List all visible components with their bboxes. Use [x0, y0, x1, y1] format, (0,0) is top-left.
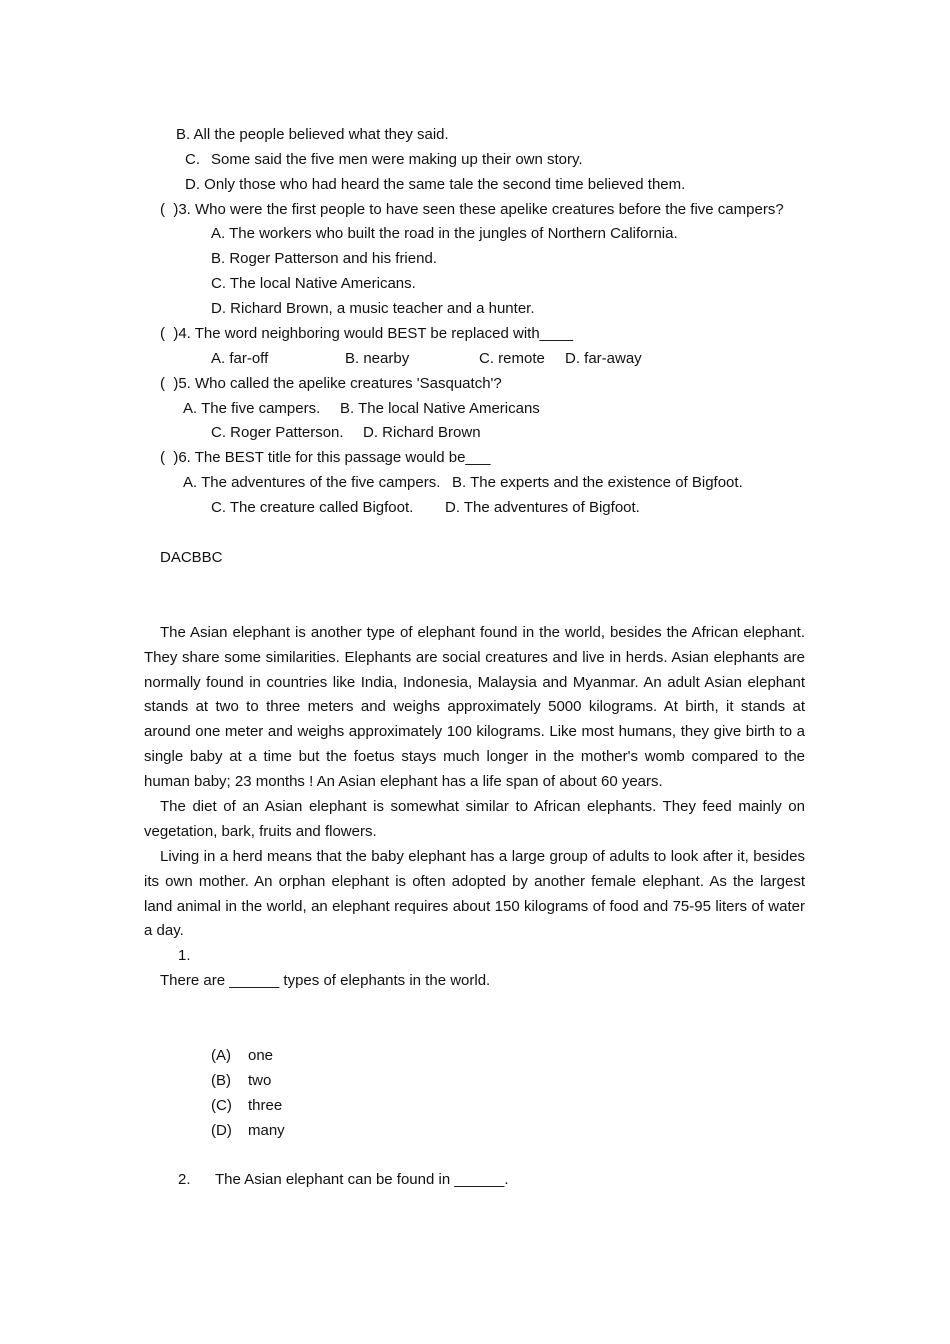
question-5-option-d: D. Richard Brown [363, 424, 481, 441]
elephant-question-2-number: 2. [178, 1171, 191, 1188]
elephant-question-1-stem: There are ______ types of elephants in the world. [160, 972, 491, 989]
passage-paragraph-3 [144, 845, 805, 944]
elephant-question-2-stem: The Asian elephant can be found in ______. [215, 1171, 509, 1188]
question-5-stem: ( )5. Who called the apelike creatures 'Sasquatch'? [160, 375, 502, 392]
question-3-option-b: B. Roger Patterson and his friend. [211, 250, 437, 267]
passage-paragraph-1-text: The Asian elephant is another type of elephant found in the world, besides the African elephant. They share some similarities. Elephants are social creatures and live in herds. Asian elephants are normally found in countries like India, Indonesia, Malaysia and Myanmar. An adult Asian elephant stands at two to three meters and weighs approximately 5000 kilograms. At birth, it stands at around one meter and weighs approximately 100 kilograms. Like most humans, they give birth to a single baby at a time but the foetus stays much longer in the mother's womb compared to the human baby; 23 months ! An Asian elephant has a life span of about 60 years. [144, 624, 805, 790]
question-6-option-d: D. The adventures of Bigfoot. [445, 499, 640, 516]
answer-key: DACBBC [160, 549, 223, 566]
elephant-question-1-option-c-text: three [248, 1097, 283, 1114]
question-3-option-a: A. The workers who built the road in the jungles of Northern California. [211, 225, 678, 242]
question-3-option-d: D. Richard Brown, a music teacher and a hunter. [211, 300, 535, 317]
passage-paragraph-2 [144, 795, 805, 845]
elephant-question-1-option-a-letter: (A) [211, 1047, 231, 1064]
question-4-option-d: D. far-away [565, 350, 642, 367]
elephant-question-1-option-d-letter: (D) [211, 1122, 232, 1139]
passage-paragraph-1 [144, 621, 805, 795]
question-6-option-c: C. The creature called Bigfoot. [211, 499, 414, 516]
elephant-question-1-option-b-letter: (B) [211, 1072, 231, 1089]
question-4-stem: ( )4. The word neighboring would BEST be replaced with____ [160, 325, 574, 342]
prev-question-option-d: D. Only those who had heard the same tale the second time believed them. [185, 176, 686, 193]
question-6-option-b: B. The experts and the existence of Bigfoot. [452, 474, 743, 491]
question-3-option-c: C. The local Native Americans. [211, 275, 416, 292]
question-6-stem: ( )6. The BEST title for this passage would be___ [160, 449, 491, 466]
elephant-question-1-option-c-letter: (C) [211, 1097, 232, 1114]
prev-question-option-c: Some said the five men were making up their own story. [211, 151, 583, 168]
elephant-question-1-option-b-text: two [248, 1072, 272, 1089]
question-5-option-b: B. The local Native Americans [340, 400, 540, 417]
question-5-option-c: C. Roger Patterson. [211, 424, 344, 441]
question-4-option-b: B. nearby [345, 350, 410, 367]
passage-paragraph-3-text: Living in a herd means that the baby elephant has a large group of adults to look after it, besides its own mother. An orphan elephant is often adopted by another female elephant. As the largest land animal in the world, an elephant requires about 150 kilograms of food and 75-95 liters of water a day. [144, 848, 805, 940]
question-3-stem: ( )3. Who were the first people to have seen these apelike creatures before the five campers? [160, 201, 784, 218]
question-5-option-a: A. The five campers. [183, 400, 321, 417]
question-6-option-a: A. The adventures of the five campers. [183, 474, 441, 491]
prev-question-option-b: B. All the people believed what they said. [176, 126, 449, 143]
elephant-question-1-option-d-text: many [248, 1122, 285, 1139]
elephant-question-1-option-a-text: one [248, 1047, 274, 1064]
elephant-question-1-number: 1. [178, 947, 191, 964]
question-4-option-a: A. far-off [211, 350, 269, 367]
prev-question-option-c-letter: C. [185, 151, 200, 168]
question-4-option-c: C. remote [479, 350, 545, 367]
passage-paragraph-2-text: The diet of an Asian elephant is somewhat similar to African elephants. They feed mainly on vegetation, bark, fruits and flowers. [144, 798, 805, 840]
